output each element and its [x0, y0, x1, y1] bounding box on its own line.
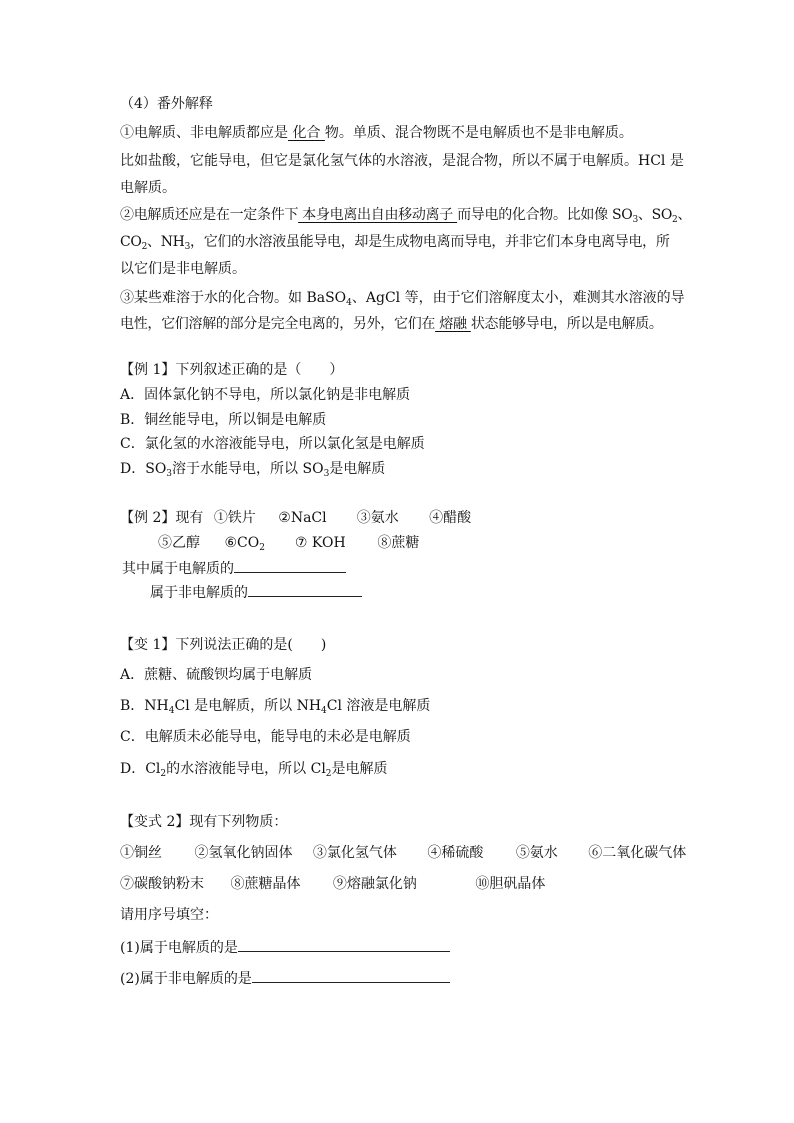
example-1-option-c: C．氯化氢的水溶液能导电，所以氯化氢是电解质 — [120, 436, 425, 452]
text: (1)属于电解质的是 — [120, 940, 238, 956]
text: ②电解质还应是在一定条件下 — [120, 207, 299, 223]
example-2-q2 — [150, 582, 362, 603]
answer-blank[interactable] — [234, 558, 346, 573]
text: D．Cl — [120, 761, 161, 777]
item: ⑧蔗糖 — [377, 535, 420, 551]
paragraph-1c: 电解质。 — [120, 180, 176, 196]
item: ⑤乙醇 — [158, 535, 200, 551]
text: 电性，它们溶解的部分是完全电离的，另外，它们在 — [120, 316, 436, 332]
text: 是电解质 — [331, 761, 388, 777]
item: ①铜丝 — [120, 845, 162, 861]
variant-2-question: 【变式 2】现有下列物质： — [120, 814, 288, 830]
paragraph-3 — [120, 288, 685, 308]
example-2-q1 — [122, 558, 346, 579]
item: ②NaCl — [278, 510, 327, 526]
text: Cl 是电解质，所以 NH — [174, 698, 322, 714]
answer-blank[interactable] — [238, 937, 450, 952]
text: 、 — [677, 207, 692, 223]
text: B．NH — [120, 698, 169, 714]
item: ③氨水 — [356, 510, 399, 526]
item: ③氯化氢气体 — [312, 845, 397, 861]
answer-fill: 化合 — [288, 125, 325, 141]
paragraph-1 — [120, 123, 633, 143]
example-2-row-1 — [120, 508, 471, 528]
text: Cl 溶液是电解质 — [326, 698, 431, 714]
subscript: 4 — [346, 298, 352, 308]
example-1-option-b: B．铜丝能导电，所以铜是电解质 — [120, 412, 327, 428]
text: ①电解质、非电解质都应是 — [120, 125, 288, 141]
text: 溶于水能导电，所以 SO — [172, 461, 324, 477]
paragraph-2b — [120, 232, 670, 252]
text: ③某些难溶于水的化合物。如 BaSO — [120, 290, 347, 306]
section-title: （4）番外解释 — [120, 96, 213, 112]
example-1-option-a: A．固体氯化钠不导电，所以氯化钠是非电解质 — [120, 387, 411, 403]
text: (2)属于非电解质的是 — [120, 971, 252, 987]
variant-2-q1 — [120, 937, 450, 958]
text: 物。单质、混合物既不是电解质也不是非电解质。 — [324, 125, 633, 141]
text: 其中属于电解质的 — [122, 561, 234, 577]
paragraph-1b: 比如盐酸，它能导电，但它是氯化氢气体的水溶液，是混合物，所以不属于电解质。HCl 是 — [120, 153, 684, 169]
paragraph-3b — [120, 314, 663, 334]
example-2-row-2 — [158, 533, 419, 553]
variant-2-row-1 — [120, 843, 686, 863]
subscript: 3 — [632, 215, 638, 225]
answer-fill: 熔融 — [435, 316, 471, 332]
text: 属于非电解质的 — [150, 585, 248, 601]
variant-2-prompt: 请用序号填空： — [120, 907, 218, 923]
text: ，它们的水溶液虽能导电，却是生成物电离而导电，并非它们本身电离导电，所 — [190, 234, 670, 250]
variant-2-row-2 — [120, 874, 545, 894]
answer-fill: 本身电离出自由移动离子 — [298, 207, 458, 223]
answer-blank[interactable] — [248, 582, 362, 597]
example-1-question: 【例 1】下列叙述正确的是（ ） — [120, 362, 344, 378]
paragraph-2 — [120, 205, 691, 225]
text: 状态能够导电，所以是电解质。 — [470, 316, 663, 332]
subscript: 4 — [321, 706, 327, 716]
subscript: 2 — [325, 769, 332, 779]
subscript: 3 — [166, 469, 173, 479]
subscript: 2 — [672, 215, 678, 225]
variant-1-option-c: C．电解质未必能导电，能导电的未必是电解质 — [120, 729, 411, 745]
text: 而导电的化合物。比如像 SO — [457, 207, 633, 223]
subscript: 3 — [323, 469, 330, 479]
item: ⑦碳酸钠粉末 — [120, 876, 204, 892]
variant-1-question: 【变 1】下列说法正确的是( ) — [120, 637, 327, 653]
subscript: 4 — [168, 706, 175, 716]
item: ⑨熔融氯化钠 — [332, 876, 417, 892]
variant-2-q2 — [120, 968, 450, 989]
item: ⑦ KOH — [294, 535, 346, 551]
variant-1-option-b — [120, 696, 430, 716]
item: ②氢氧化钠固体 — [194, 845, 293, 861]
text: 、NH — [147, 234, 185, 250]
item: $⑥CO_2$ — [224, 535, 265, 553]
item: ⑧蔗糖晶体 — [230, 876, 301, 892]
item: ④醋酸 — [429, 510, 472, 526]
example-1-option-d — [120, 459, 385, 479]
text: D．SO — [120, 461, 167, 477]
answer-blank[interactable] — [252, 968, 450, 983]
text: 是电解质 — [329, 461, 386, 477]
variant-1-option-d — [120, 759, 388, 779]
paragraph-2c: 以它们是非电解质。 — [120, 261, 246, 277]
text: 、AgCl 等，由于它们溶解度太小，难测其水溶液的导 — [351, 290, 685, 306]
text: 、SO — [637, 207, 673, 223]
example-2-intro: 【例 2】现有 — [120, 510, 204, 526]
item: ①铁片 — [213, 510, 256, 526]
item: ⑩胆矾晶体 — [475, 876, 546, 892]
text: 的水溶液能导电，所以 Cl — [166, 761, 326, 777]
subscript: 2 — [141, 242, 148, 252]
variant-1-option-a: A．蔗糖、硫酸钡均属于电解质 — [120, 667, 313, 683]
text: CO — [120, 234, 142, 250]
item: ⑥二氧化碳气体 — [588, 845, 687, 861]
subscript: 3 — [184, 242, 191, 252]
item: ④稀硫酸 — [427, 845, 484, 861]
subscript: 2 — [160, 769, 167, 779]
item: ⑤氨水 — [515, 845, 558, 861]
